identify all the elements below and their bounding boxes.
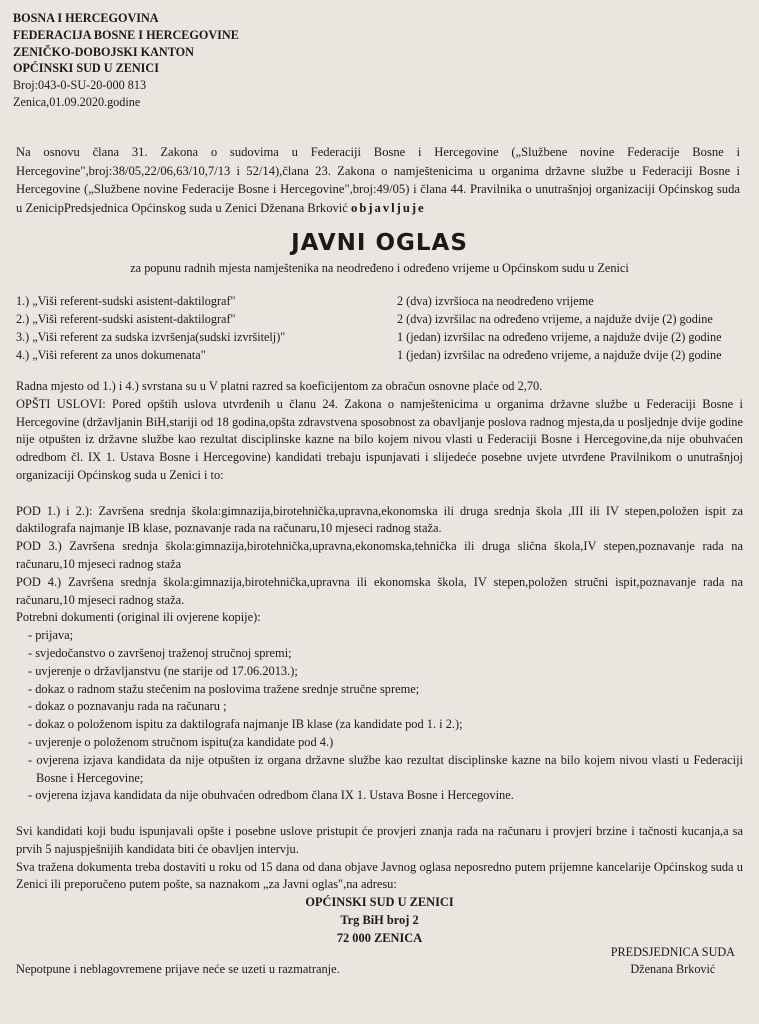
deadline-paragraph: Sva tražena dokumenta treba dostaviti u roku od 15 dana od dana objave Javnog oglasa neposredno putem prijemne kancelarije Općinskog suda u Zenici ili preporučeno putem pošte, sa naznakom „za Javni oglas",na adresu:: [16, 859, 743, 892]
salary-paragraph: Radna mjesto od 1.) i 4.) svrstana su u V platni razred sa koeficijentom za obračun osnovne plaće od 2,70.: [16, 379, 543, 393]
court-header: [13, 10, 239, 111]
position-row: [16, 310, 746, 328]
header-federation: FEDERACIJA BOSNE I HERCEGOVINE: [13, 27, 239, 42]
signature-title: PREDSJEDNICA SUDA: [610, 945, 735, 959]
position-row: [16, 346, 746, 364]
documents-heading: Potrebni dokumenti (original ili ovjerene kopije):: [16, 610, 261, 625]
position-count: 2 (dva) izvršioca na neodređeno vrijeme: [397, 294, 594, 308]
position-count: 2 (dva) izvršilac na određeno vrijeme, a najduže dvije (2) godine: [397, 312, 713, 326]
address-city: 72 000 ZENICA: [336, 930, 423, 945]
general-conditions-paragraph: OPŠTI USLOVI: Pored opštih uslova utvrđenih u članu 24. Zakona o namještenicima u organima državne službe u Federaciji Bosne i Hercegovine (državljanin BiH,stariji od 18 godina,opšta zdravstvena sposobnost za obavljanje poslova radnog mjesta,da u posljednje dvije godine nije otpušten iz državne službe kao rezultat disciplinske kazne na bilo kojem nivou vlasti u Federaciji Bosne i Hercegovine,da nije obuhvaćen odredbom čl. IX 1. Ustava Bosne i Hercegovine) kandidati trebaju ispunjavati i slijedeće posebne uvjete utvrđene Pravilnikom o unutrašnjoj organizaciji Općinskog suda u Zenici i to:: [16, 396, 743, 482]
notice-body: [16, 378, 743, 948]
position-name: 1.) „Viši referent-sudski asistent-daktilograf": [16, 294, 236, 308]
requirements-pod-1-2: POD 1.) i 2.): Završena srednja škola:gimnazija,birotehnička,upravna,ekonomska ili druga srednja škola ,III ili IV stepen,položen ispit za daktilografa najmanje IB klase, poznavanje rada na računaru,10 mjeseci radnog staža.: [16, 503, 743, 536]
intro-paragraph: [16, 143, 740, 217]
list-item: - ovjerena izjava kandidata da nije otpušten iz organa državne službe kao rezultat disciplinske kazne na bilo kojem nivou vlasti u Federaciji Bosne i Hercegovine;: [16, 752, 743, 788]
list-item: - dokaz o položenom ispitu za daktilografa najmanje IB klase (za kandidate pod 1. i 2.);: [16, 716, 743, 734]
address-street: Trg BiH broj 2: [340, 912, 419, 927]
position-row: [16, 328, 746, 346]
signature-name: Dženana Brković: [630, 962, 716, 976]
position-name: 2.) „Viši referent-sudski asistent-daktilograf": [16, 312, 236, 326]
intro-text: Na osnovu člana 31. Zakona o sudovima u Federaciji Bosne i Hercegovine („Službene novine Federacije Bosne i Hercegovine",broj:38/05,22/06,63/10,7/13 i 52/14),člana 23. Zakona o namještenicima u organima državne službe u Federaciji Bosne i Hercegovine („Službene novine Federacije Bosne i Hercegovine",broj:49/05) i člana 44. Pravilnika o unutrašnjoj organizaciji Općinskog suda u ZenicipPredsjednica Općinskog suda u Zenici Dženana Brković: [16, 145, 740, 215]
notice-subtitle: za popunu radnih mjesta namještenika na neodređeno i određeno vrijeme u Općinskom sudu u Zenici: [130, 261, 629, 275]
header-number: Broj:043-0-SU-20-000 813: [13, 78, 147, 93]
notice-title: JAVNI OGLAS: [291, 230, 468, 256]
header-court: OPĆINSKI SUD U ZENICI: [13, 61, 159, 76]
list-item: - prijava;: [16, 627, 743, 645]
testing-paragraph: Svi kandidati koji budu ispunjavali opšte i posebne uslove pristupit će provjeri znanja rada na računaru i provjeri brzine i tačnosti kucanja,a sa prvih 5 najuspješnijih kandidata biti će obavljen intervju.: [16, 823, 743, 856]
header-date: Zenica,01.09.2020.godine: [13, 94, 141, 109]
header-canton: ZENIČKO-DOBOJSKI KANTON: [13, 44, 194, 59]
positions-list: [16, 292, 746, 364]
signature-block: [611, 944, 735, 978]
position-row: [16, 292, 746, 310]
position-name: 3.) „Viši referent za sudska izvršenja(sudski izvršitelj)": [16, 330, 286, 344]
list-item: - dokaz o poznavanju rada na računaru ;: [16, 698, 743, 716]
intro-verb: objavljuje: [351, 200, 426, 215]
requirements-pod-3: POD 3.) Završena srednja škola:gimnazija,birotehnička,upravna,ekonomska,tehnička ili druga slična škola,IV stepen,poznavanje rada na računaru,10 mjeseci radnog staža: [16, 539, 743, 571]
header-country: BOSNA I HERCEGOVINA: [13, 11, 159, 25]
list-item: - svjedočanstvo o završenoj traženoj stručnoj spremi;: [16, 645, 743, 663]
incomplete-applications-note: Nepotpune i neblagovremene prijave neće se uzeti u razmatranje.: [16, 962, 340, 976]
list-item: - uvjerenje o položenom stručnom ispitu(za kandidate pod 4.): [16, 734, 743, 752]
requirements-pod-4: POD 4.) Završena srednja škola:gimnazija,birotehnička,upravna ili ekonomska škola, IV stepen,položen stručni ispit,poznavanje rada na računaru,10 mjeseci radnog staža.: [16, 574, 743, 607]
position-name: 4.) „Viši referent za unos dokumenata": [16, 348, 206, 362]
documents-list: [16, 627, 743, 805]
address-court: OPĆINSKI SUD U ZENICI: [305, 895, 454, 910]
list-item: - uvjerenje o državljanstvu (ne starije od 17.06.2013.);: [16, 663, 743, 681]
list-item: - dokaz o radnom stažu stečenim na poslovima tražene srednje stručne spreme;: [16, 681, 743, 699]
position-count: 1 (jedan) izvršilac na određeno vrijeme, a najduže dvije (2) godine: [397, 348, 722, 362]
list-item: - ovjerena izjava kandidata da nije obuhvaćen odredbom člana IX 1. Ustava Bosne i Hercegovine.: [16, 787, 743, 805]
position-count: 1 (jedan) izvršilac na određeno vrijeme, a najduže dvije (2) godine: [397, 330, 722, 344]
